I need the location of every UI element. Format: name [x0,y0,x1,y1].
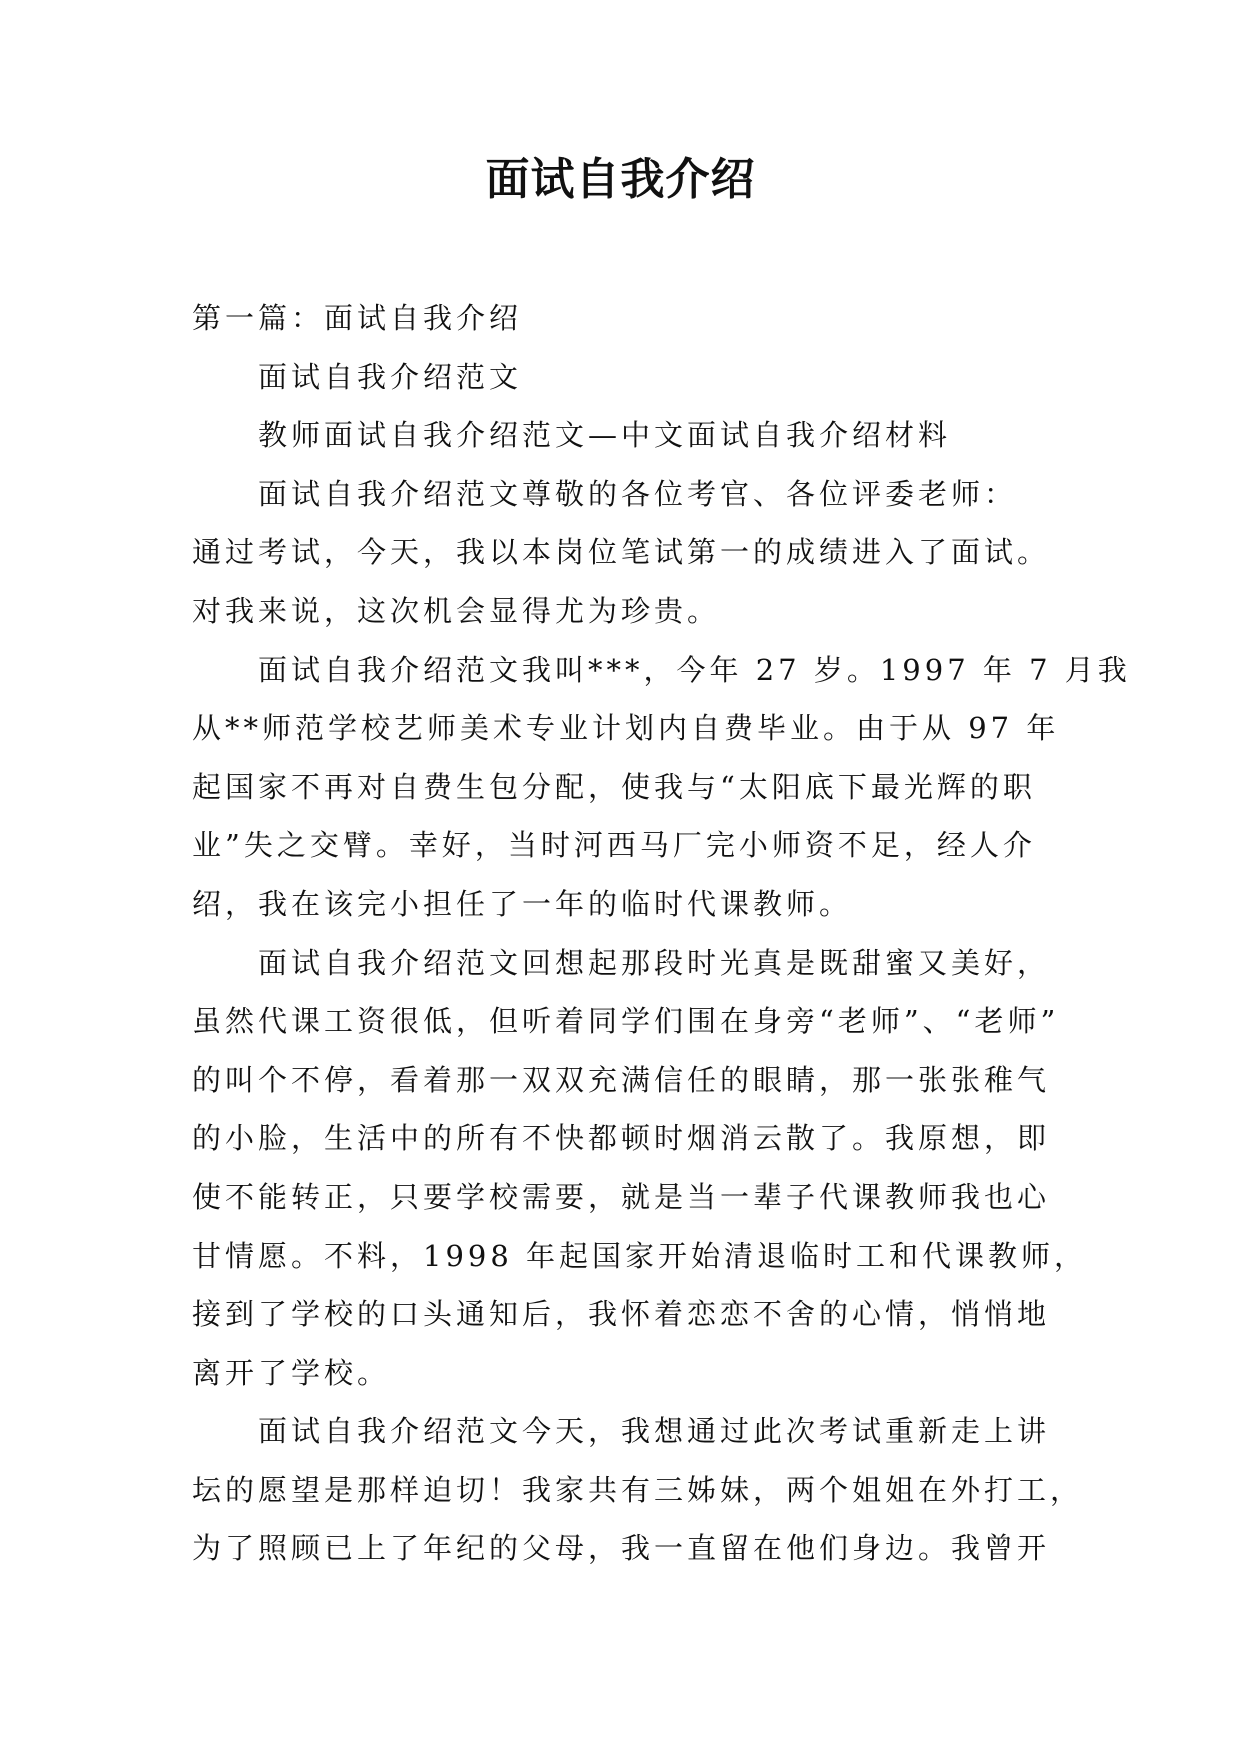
body-line: 业”失之交臂。幸好，当时河西马厂完小师资不足，经人介 [192,828,1036,863]
body-line: 坛的愿望是那样迫切！我家共有三姊妹，两个姐姐在外打工， [192,1472,1084,1507]
body-line: 教师面试自我介绍范文—中文面试自我介绍材料 [192,418,952,453]
body-line: 的小脸，生活中的所有不快都顿时烟消云散了。我原想，即 [192,1121,1051,1156]
body-line: 面试自我介绍范文尊敬的各位考官、各位评委老师： [192,476,1018,511]
body-line: 起国家不再对自费生包分配，使我与“太阳底下最光辉的职 [192,769,1036,804]
body-line: 使不能转正，只要学校需要，就是当一辈子代课教师我也心 [192,1179,1051,1214]
body-line: 绍，我在该完小担任了一年的临时代课教师。 [192,886,853,921]
body-line: 的叫个不停，看着那一双双充满信任的眼睛，那一张张稚气 [192,1062,1051,1097]
body-line: 甘情愿。不料，1998 年起国家开始清退临时工和代课教师， [192,1238,1088,1273]
body-line: 第一篇：面试自我介绍 [192,301,523,335]
document-title: 面试自我介绍 [485,154,756,205]
body-line: 面试自我介绍范文回想起那段时光真是既甜蜜又美好， [192,945,1051,980]
body-line: 面试自我介绍范文 [192,359,523,394]
body-line: 面试自我介绍范文我叫***，今年 27 岁。1997 年 7 月我 [192,652,1131,687]
body-line: 接到了学校的口头通知后，我怀着恋恋不舍的心情，悄悄地 [192,1297,1051,1332]
body-line: 离开了学校。 [192,1355,391,1390]
body-line: 从**师范学校艺师美术专业计划内自费毕业。由于从 97 年 [192,711,1060,746]
body-line: 为了照顾已上了年纪的父母，我一直留在他们身边。我曾开 [192,1531,1051,1566]
document-body [192,289,1131,1578]
body-line: 虽然代课工资很低，但听着同学们围在身旁“老师”、“老师” [192,1004,1060,1039]
body-line: 通过考试，今天，我以本岗位笔试第一的成绩进入了面试。 [192,535,1051,570]
body-line: 对我来说，这次机会显得尤为珍贵。 [192,593,721,628]
body-line: 面试自我介绍范文今天，我想通过此次考试重新走上讲 [192,1414,1051,1449]
